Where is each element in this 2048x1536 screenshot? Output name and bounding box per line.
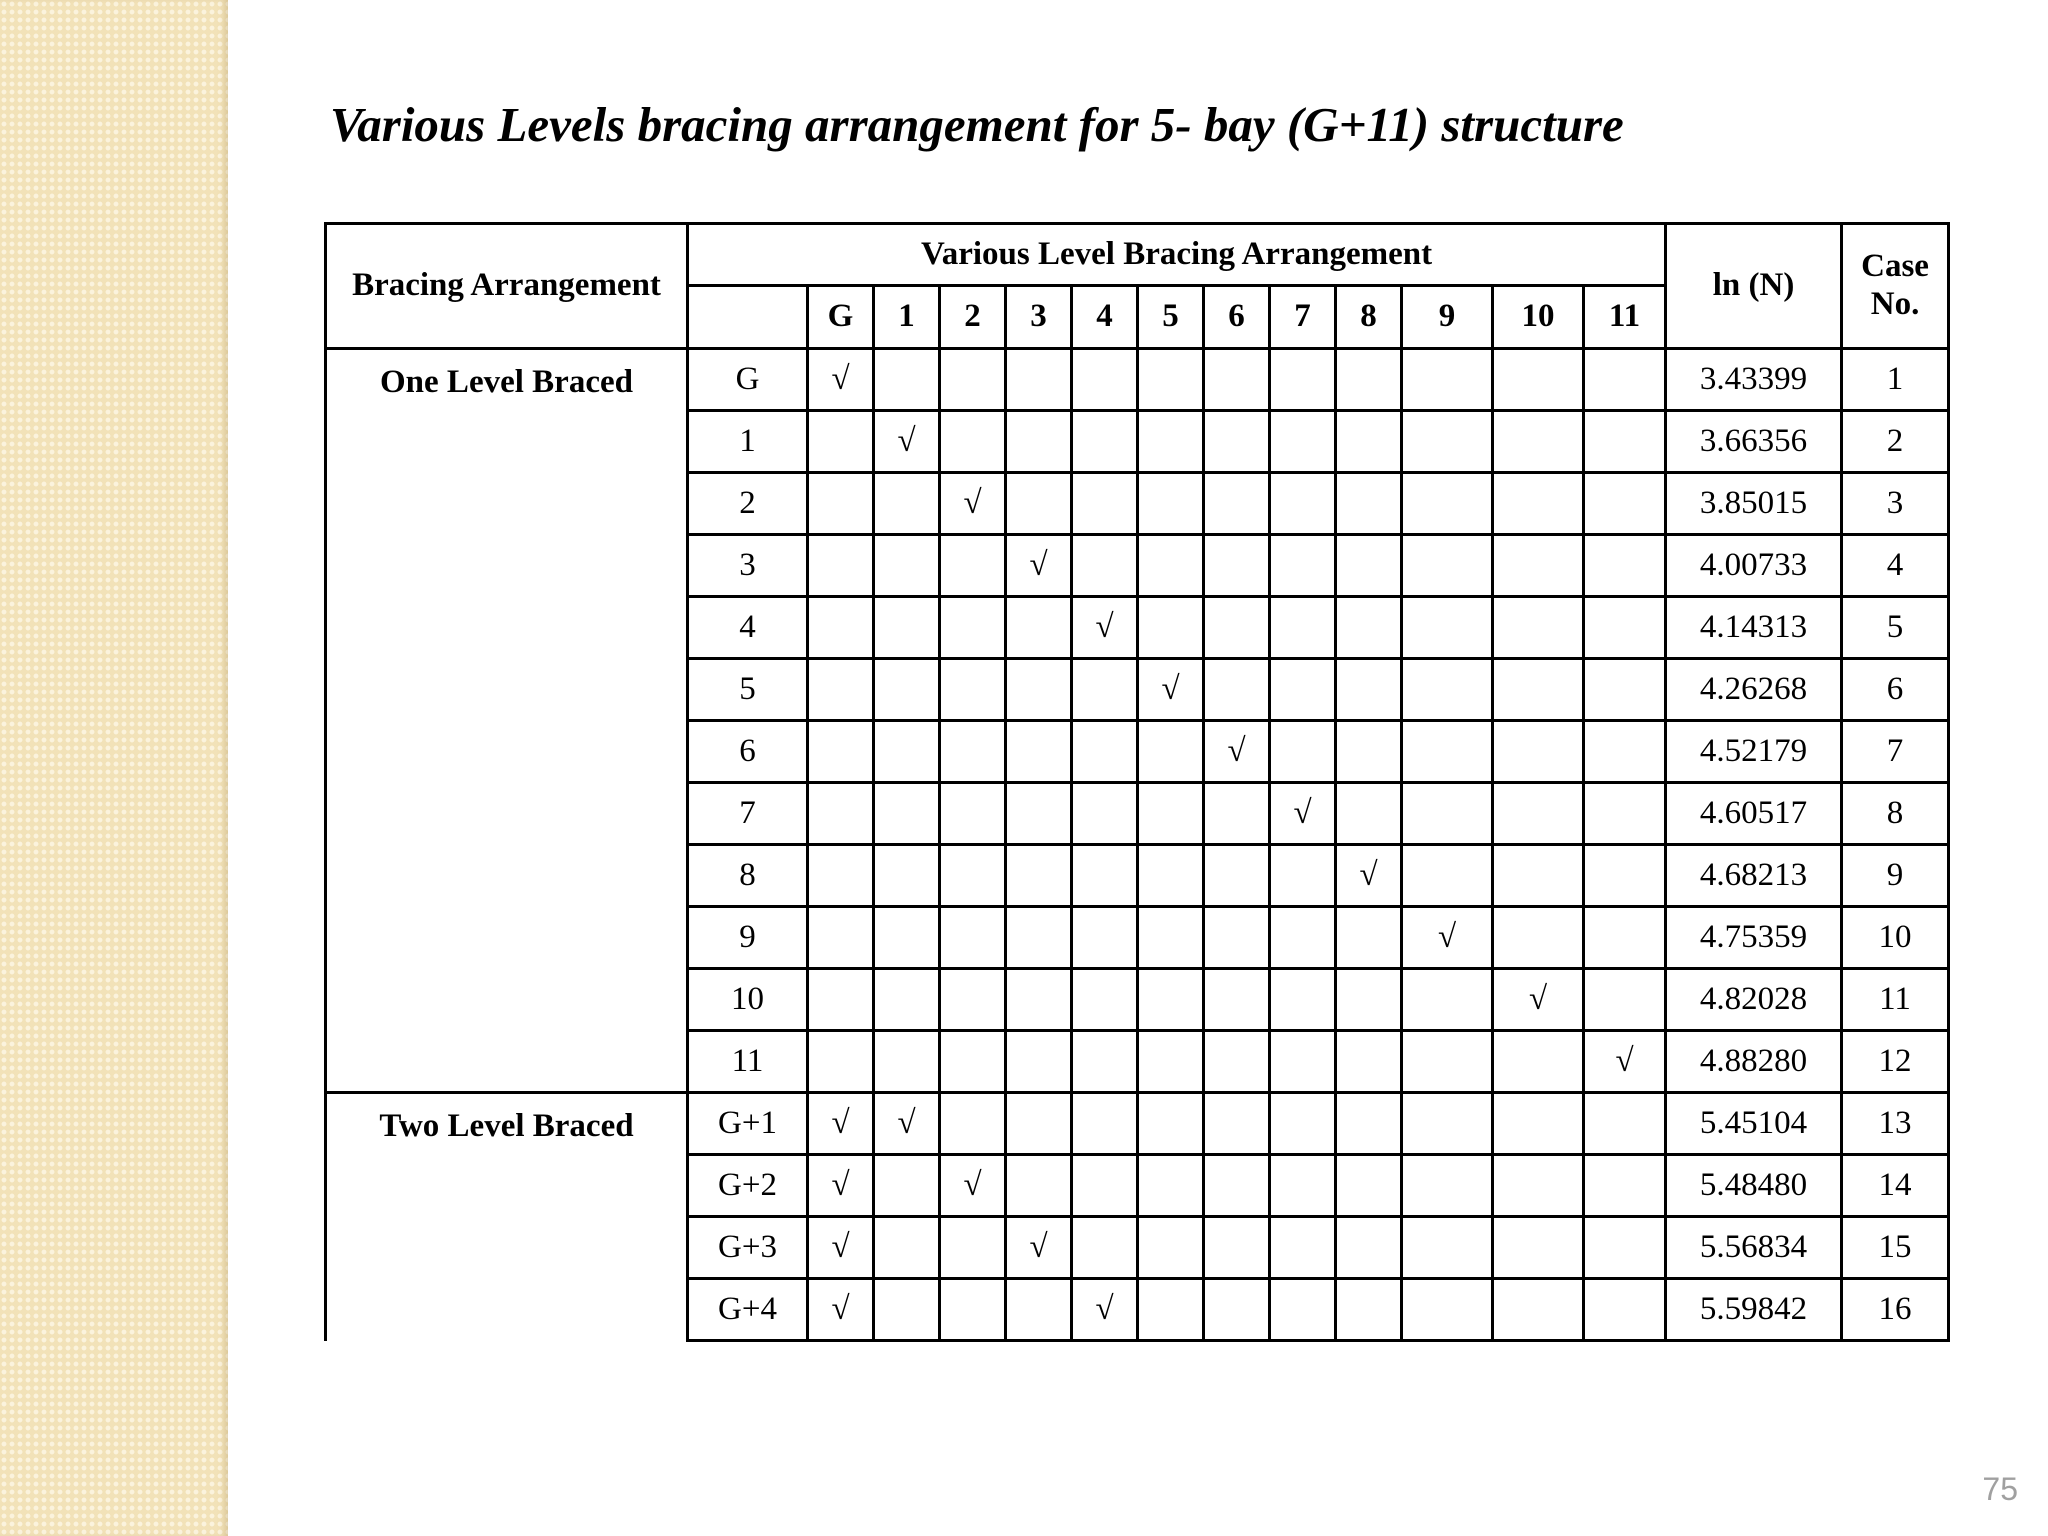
empty-cell <box>1072 349 1138 411</box>
empty-cell <box>1006 473 1072 535</box>
empty-cell <box>1204 411 1270 473</box>
empty-cell <box>1204 1217 1270 1279</box>
check-mark: √ <box>808 1155 874 1217</box>
empty-cell <box>1270 1093 1336 1155</box>
empty-cell <box>874 969 940 1031</box>
empty-cell <box>1138 1031 1204 1093</box>
empty-cell <box>1138 845 1204 907</box>
ln-n-value: 4.26268 <box>1666 659 1842 721</box>
empty-cell <box>1204 845 1270 907</box>
empty-cell <box>1006 1093 1072 1155</box>
empty-cell <box>1204 1279 1270 1341</box>
empty-cell <box>1584 349 1666 411</box>
empty-cell <box>1270 1031 1336 1093</box>
check-mark: √ <box>1006 1217 1072 1279</box>
empty-cell <box>1402 535 1493 597</box>
empty-cell <box>1072 783 1138 845</box>
empty-cell <box>1006 907 1072 969</box>
empty-cell <box>874 597 940 659</box>
empty-cell <box>1270 1279 1336 1341</box>
empty-cell <box>940 969 1006 1031</box>
empty-cell <box>1072 535 1138 597</box>
header-ln-n: ln (N) <box>1666 224 1842 349</box>
check-mark: √ <box>1204 721 1270 783</box>
row-level: G+1 <box>688 1093 808 1155</box>
empty-cell <box>1493 349 1584 411</box>
empty-cell <box>1584 783 1666 845</box>
empty-cell <box>1336 535 1402 597</box>
empty-cell <box>1138 907 1204 969</box>
ln-n-value: 4.14313 <box>1666 597 1842 659</box>
check-mark: √ <box>1072 1279 1138 1341</box>
header-level-2: 2 <box>940 286 1006 349</box>
header-level-10: 10 <box>1493 286 1584 349</box>
ln-n-value: 4.60517 <box>1666 783 1842 845</box>
empty-cell <box>1336 659 1402 721</box>
row-level: 9 <box>688 907 808 969</box>
empty-cell <box>940 597 1006 659</box>
row-level: 10 <box>688 969 808 1031</box>
header-bracing-arrangement: Bracing Arrangement <box>326 224 688 349</box>
ln-n-value: 3.85015 <box>1666 473 1842 535</box>
empty-cell <box>874 1031 940 1093</box>
empty-cell <box>1204 473 1270 535</box>
empty-cell <box>874 1155 940 1217</box>
case-number: 10 <box>1842 907 1949 969</box>
empty-cell <box>1402 969 1493 1031</box>
ln-n-value: 3.43399 <box>1666 349 1842 411</box>
check-mark: √ <box>1402 907 1493 969</box>
check-mark: √ <box>1072 597 1138 659</box>
check-mark: √ <box>808 349 874 411</box>
case-number: 13 <box>1842 1093 1949 1155</box>
check-mark: √ <box>874 1093 940 1155</box>
page-number: 75 <box>1982 1471 2018 1507</box>
ln-n-value: 5.45104 <box>1666 1093 1842 1155</box>
row-level: 3 <box>688 535 808 597</box>
header-case-no: Case No. <box>1842 224 1949 349</box>
empty-cell <box>1138 535 1204 597</box>
case-number: 3 <box>1842 473 1949 535</box>
row-level: 11 <box>688 1031 808 1093</box>
check-mark: √ <box>1493 969 1584 1031</box>
empty-cell <box>808 907 874 969</box>
row-level: 2 <box>688 473 808 535</box>
empty-cell <box>1270 1155 1336 1217</box>
empty-cell <box>1493 1093 1584 1155</box>
empty-cell <box>1006 1279 1072 1341</box>
case-number: 2 <box>1842 411 1949 473</box>
empty-cell <box>1270 659 1336 721</box>
empty-cell <box>1584 473 1666 535</box>
ln-n-value: 4.52179 <box>1666 721 1842 783</box>
empty-cell <box>1204 783 1270 845</box>
table-header <box>326 224 1949 349</box>
empty-cell <box>1006 597 1072 659</box>
empty-cell <box>1493 721 1584 783</box>
case-number: 1 <box>1842 349 1949 411</box>
empty-cell <box>874 659 940 721</box>
empty-cell <box>1138 1217 1204 1279</box>
empty-cell <box>874 783 940 845</box>
empty-cell <box>1138 1279 1204 1341</box>
row-level: 8 <box>688 845 808 907</box>
empty-cell <box>1006 1031 1072 1093</box>
empty-cell <box>1336 721 1402 783</box>
empty-cell <box>940 1217 1006 1279</box>
empty-cell <box>1072 659 1138 721</box>
empty-cell <box>1072 473 1138 535</box>
header-level-6: 6 <box>1204 286 1270 349</box>
empty-cell <box>1584 1155 1666 1217</box>
case-number: 7 <box>1842 721 1949 783</box>
empty-cell <box>1072 1155 1138 1217</box>
empty-cell <box>1493 907 1584 969</box>
empty-cell <box>1270 597 1336 659</box>
header-level-5: 5 <box>1138 286 1204 349</box>
empty-cell <box>1584 659 1666 721</box>
row-level: 5 <box>688 659 808 721</box>
empty-cell <box>1493 535 1584 597</box>
ln-n-value: 3.66356 <box>1666 411 1842 473</box>
empty-cell <box>1584 969 1666 1031</box>
empty-cell <box>1138 1093 1204 1155</box>
empty-cell <box>1204 535 1270 597</box>
row-level: 7 <box>688 783 808 845</box>
empty-cell <box>1072 845 1138 907</box>
empty-cell <box>1584 411 1666 473</box>
empty-cell <box>1204 349 1270 411</box>
empty-cell <box>1138 1155 1204 1217</box>
check-mark: √ <box>808 1093 874 1155</box>
empty-cell <box>1138 473 1204 535</box>
decorative-side-strip <box>0 0 228 1536</box>
check-mark: √ <box>1270 783 1336 845</box>
empty-cell <box>940 783 1006 845</box>
empty-cell <box>1204 969 1270 1031</box>
empty-cell <box>1336 1031 1402 1093</box>
empty-cell <box>1072 907 1138 969</box>
empty-cell <box>1402 1155 1493 1217</box>
empty-cell <box>1204 597 1270 659</box>
empty-cell <box>1336 349 1402 411</box>
empty-cell <box>1006 1155 1072 1217</box>
row-level: G <box>688 349 808 411</box>
empty-cell <box>1402 473 1493 535</box>
ln-n-value: 4.00733 <box>1666 535 1842 597</box>
empty-cell <box>1138 411 1204 473</box>
empty-cell <box>1336 411 1402 473</box>
empty-cell <box>1493 659 1584 721</box>
empty-cell <box>808 1031 874 1093</box>
ln-n-value: 5.48480 <box>1666 1155 1842 1217</box>
case-number: 6 <box>1842 659 1949 721</box>
ln-n-value: 4.88280 <box>1666 1031 1842 1093</box>
row-level: 4 <box>688 597 808 659</box>
empty-cell <box>808 597 874 659</box>
empty-cell <box>1006 411 1072 473</box>
table-row <box>326 1093 1949 1155</box>
empty-cell <box>1270 721 1336 783</box>
empty-cell <box>940 845 1006 907</box>
ln-n-value: 4.82028 <box>1666 969 1842 1031</box>
empty-cell <box>1493 1217 1584 1279</box>
empty-cell <box>1493 845 1584 907</box>
empty-cell <box>1006 349 1072 411</box>
row-level: G+3 <box>688 1217 808 1279</box>
ln-n-value: 4.75359 <box>1666 907 1842 969</box>
empty-cell <box>1204 1093 1270 1155</box>
empty-cell <box>1336 473 1402 535</box>
empty-cell <box>1584 845 1666 907</box>
header-level-8: 8 <box>1336 286 1402 349</box>
empty-cell <box>1584 597 1666 659</box>
header-level-11: 11 <box>1584 286 1666 349</box>
empty-cell <box>1138 969 1204 1031</box>
empty-cell <box>808 659 874 721</box>
header-various-level-group: Various Level Bracing Arrangement <box>688 224 1666 286</box>
header-level-blank <box>688 286 808 349</box>
empty-cell <box>1584 1217 1666 1279</box>
empty-cell <box>1336 907 1402 969</box>
empty-cell <box>874 1279 940 1341</box>
empty-cell <box>874 473 940 535</box>
empty-cell <box>1336 1155 1402 1217</box>
header-level-3: 3 <box>1006 286 1072 349</box>
empty-cell <box>874 845 940 907</box>
check-mark: √ <box>1138 659 1204 721</box>
empty-cell <box>874 1217 940 1279</box>
case-number: 14 <box>1842 1155 1949 1217</box>
empty-cell <box>940 1279 1006 1341</box>
empty-cell <box>1072 1031 1138 1093</box>
header-level-4: 4 <box>1072 286 1138 349</box>
empty-cell <box>1402 1217 1493 1279</box>
empty-cell <box>1336 1093 1402 1155</box>
empty-cell <box>940 535 1006 597</box>
group-label: Two Level Braced <box>326 1093 688 1341</box>
table-row <box>326 349 1949 411</box>
empty-cell <box>1270 1217 1336 1279</box>
check-mark: √ <box>808 1217 874 1279</box>
empty-cell <box>874 535 940 597</box>
row-level: G+2 <box>688 1155 808 1217</box>
empty-cell <box>1402 659 1493 721</box>
empty-cell <box>1336 1217 1402 1279</box>
case-number: 9 <box>1842 845 1949 907</box>
case-number: 11 <box>1842 969 1949 1031</box>
empty-cell <box>1402 1031 1493 1093</box>
empty-cell <box>1006 783 1072 845</box>
empty-cell <box>1138 597 1204 659</box>
empty-cell <box>1493 1155 1584 1217</box>
empty-cell <box>808 721 874 783</box>
empty-cell <box>1204 1031 1270 1093</box>
empty-cell <box>1402 1279 1493 1341</box>
empty-cell <box>940 659 1006 721</box>
table-body <box>326 349 1949 1341</box>
empty-cell <box>1072 969 1138 1031</box>
empty-cell <box>1493 783 1584 845</box>
empty-cell <box>1336 1279 1402 1341</box>
header-level-g: G <box>808 286 874 349</box>
empty-cell <box>1072 1217 1138 1279</box>
empty-cell <box>940 411 1006 473</box>
ln-n-value: 5.56834 <box>1666 1217 1842 1279</box>
empty-cell <box>1493 1279 1584 1341</box>
empty-cell <box>1270 411 1336 473</box>
empty-cell <box>1270 535 1336 597</box>
header-level-9: 9 <box>1402 286 1493 349</box>
empty-cell <box>1402 845 1493 907</box>
empty-cell <box>808 411 874 473</box>
group-label: One Level Braced <box>326 349 688 1093</box>
empty-cell <box>1270 349 1336 411</box>
empty-cell <box>808 473 874 535</box>
case-number: 4 <box>1842 535 1949 597</box>
empty-cell <box>940 1031 1006 1093</box>
empty-cell <box>940 907 1006 969</box>
empty-cell <box>940 1093 1006 1155</box>
empty-cell <box>940 721 1006 783</box>
check-mark: √ <box>1336 845 1402 907</box>
check-mark: √ <box>1006 535 1072 597</box>
empty-cell <box>1336 969 1402 1031</box>
empty-cell <box>874 349 940 411</box>
ln-n-value: 4.68213 <box>1666 845 1842 907</box>
case-number: 12 <box>1842 1031 1949 1093</box>
row-level: 1 <box>688 411 808 473</box>
empty-cell <box>1204 659 1270 721</box>
row-level: G+4 <box>688 1279 808 1341</box>
empty-cell <box>1006 969 1072 1031</box>
row-level: 6 <box>688 721 808 783</box>
empty-cell <box>1270 907 1336 969</box>
empty-cell <box>1584 535 1666 597</box>
empty-cell <box>1006 659 1072 721</box>
empty-cell <box>808 535 874 597</box>
header-level-1: 1 <box>874 286 940 349</box>
empty-cell <box>1138 721 1204 783</box>
ln-n-value: 5.59842 <box>1666 1279 1842 1341</box>
empty-cell <box>1402 783 1493 845</box>
empty-cell <box>1072 721 1138 783</box>
empty-cell <box>1138 349 1204 411</box>
empty-cell <box>1006 845 1072 907</box>
empty-cell <box>1270 845 1336 907</box>
empty-cell <box>1336 597 1402 659</box>
empty-cell <box>1493 1031 1584 1093</box>
empty-cell <box>1402 721 1493 783</box>
header-level-7: 7 <box>1270 286 1336 349</box>
empty-cell <box>940 349 1006 411</box>
empty-cell <box>1584 907 1666 969</box>
empty-cell <box>1270 473 1336 535</box>
bracing-table <box>324 222 1950 1342</box>
check-mark: √ <box>874 411 940 473</box>
empty-cell <box>1072 411 1138 473</box>
check-mark: √ <box>1584 1031 1666 1093</box>
empty-cell <box>1402 411 1493 473</box>
empty-cell <box>1493 411 1584 473</box>
empty-cell <box>1336 783 1402 845</box>
empty-cell <box>1402 1093 1493 1155</box>
empty-cell <box>874 907 940 969</box>
case-number: 5 <box>1842 597 1949 659</box>
empty-cell <box>808 969 874 1031</box>
empty-cell <box>1584 721 1666 783</box>
empty-cell <box>1138 783 1204 845</box>
empty-cell <box>1493 473 1584 535</box>
empty-cell <box>1584 1279 1666 1341</box>
empty-cell <box>1402 597 1493 659</box>
empty-cell <box>808 845 874 907</box>
empty-cell <box>874 721 940 783</box>
empty-cell <box>1270 969 1336 1031</box>
empty-cell <box>1204 907 1270 969</box>
check-mark: √ <box>940 1155 1006 1217</box>
case-number: 8 <box>1842 783 1949 845</box>
empty-cell <box>808 783 874 845</box>
empty-cell <box>1493 597 1584 659</box>
empty-cell <box>1584 1093 1666 1155</box>
slide-title: Various Levels bracing arrangement for 5- bay (G+11) structure <box>330 97 1624 152</box>
empty-cell <box>1006 721 1072 783</box>
case-number: 15 <box>1842 1217 1949 1279</box>
check-mark: √ <box>808 1279 874 1341</box>
check-mark: √ <box>940 473 1006 535</box>
empty-cell <box>1402 349 1493 411</box>
empty-cell <box>1204 1155 1270 1217</box>
case-number: 16 <box>1842 1279 1949 1341</box>
empty-cell <box>1072 1093 1138 1155</box>
